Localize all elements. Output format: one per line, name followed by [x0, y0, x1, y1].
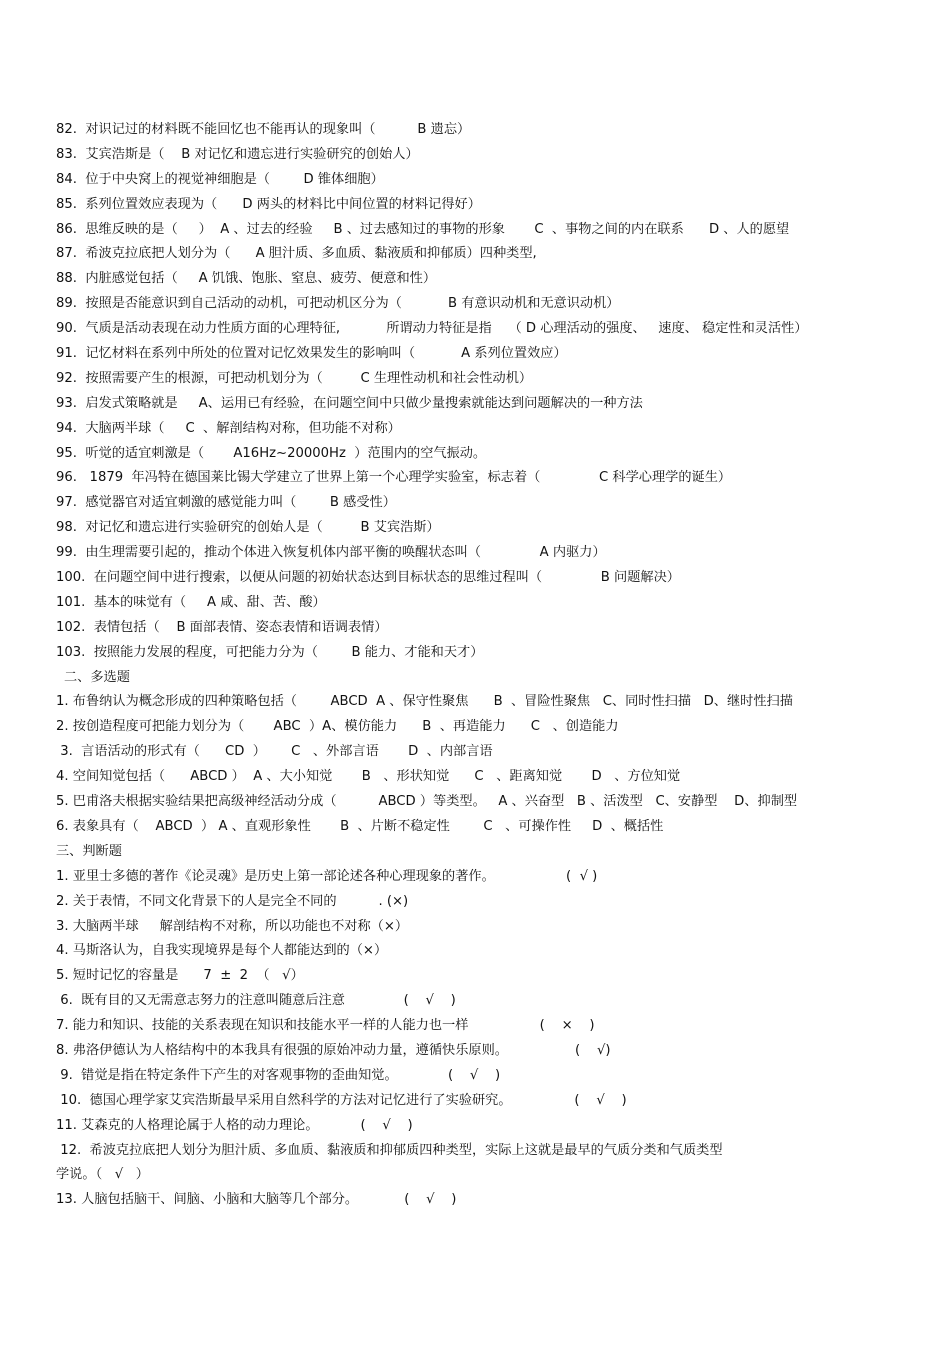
statement-line: 1. 亚里士多德的著作《论灵魂》是历史上第一部论述各种心理现象的著作。 ( √ )	[56, 868, 598, 884]
question-line: 1. 布鲁纳认为概念形成的四种策略包括（ ABCD A 、保守性聚焦 B 、冒险性聚焦 C、同时性扫描 D、继时性扫描	[56, 694, 793, 710]
question-line: 93. 启发式策略就是 A、运用已有经验，在问题空间中只做少量搜索就能达到问题解决的一种方法	[56, 395, 643, 411]
statement-line: 7. 能力和知识、技能的关系表现在知识和技能水平一样的人能力也一样 ( × )	[56, 1018, 595, 1034]
statement-line: 13. 人脑包括脑干、间脑、小脑和大脑等几个部分。 ( √ )	[56, 1192, 457, 1208]
question-line: 2. 按创造程度可把能力划分为（ ABC ）A、模仿能力 B 、再造能力 C 、创造能力	[56, 719, 619, 735]
statement-line: 3. 大脑两半球 解剖结构不对称，所以功能也不对称（×）	[56, 918, 409, 934]
multi-choice-heading: 二、多选题	[64, 669, 130, 685]
statement-line: 11. 艾森克的人格理论属于人格的动力理论。 ( √ )	[56, 1117, 413, 1133]
question-line: 83. 艾宾浩斯是（ B 对记忆和遗忘进行实验研究的创始人）	[56, 146, 419, 162]
question-line: 97. 感觉器官对适宜刺激的感觉能力叫（ B 感受性）	[56, 495, 396, 511]
question-line: 90. 气质是活动表现在动力性质方面的心理特征, 所谓动力特征是指 （ D 心理活动的强度、 速度、 稳定性和灵活性）	[56, 321, 808, 337]
question-line: 5. 巴甫洛夫根据实验结果把高级神经活动分成（ ABCD ）等类型。 A 、兴奋型 B 、活泼型 C、安静型 D、抑制型	[56, 794, 798, 810]
single-choice-section	[56, 118, 916, 666]
statement-line: 10. 德国心理学家艾宾浩斯最早采用自然科学的方法对记忆进行了实验研究。 ( √ )	[56, 1092, 627, 1108]
question-line: 101. 基本的味觉有（ A 咸、甜、苦、酸）	[56, 594, 326, 610]
question-line: 88. 内脏感觉包括（ A 饥饿、饱胀、窒息、疲劳、便意和性）	[56, 271, 437, 287]
statement-line: 9. 错觉是指在特定条件下产生的对客观事物的歪曲知觉。 ( √ )	[56, 1067, 501, 1083]
question-line: 102. 表情包括（ B 面部表情、姿态表情和语调表情）	[56, 619, 388, 635]
statement-line: 12. 希波克拉底把人划分为胆汁质、多血质、黏液质和抑郁质四种类型，实际上这就是最早的气质分类和气质类型	[56, 1142, 723, 1158]
multi-choice-section	[56, 690, 916, 839]
question-line: 84. 位于中央窝上的视觉神细胞是（ D 锥体细胞）	[56, 171, 384, 187]
question-line: 87. 希波克拉底把人划分为（ A 胆汁质、多血质、黏液质和抑郁质）四种类型,	[56, 246, 537, 262]
question-line: 103. 按照能力发展的程度，可把能力分为（ B 能力、才能和天才）	[56, 644, 484, 660]
question-line: 98. 对记忆和遗忘进行实验研究的创始人是（ B 艾宾浩斯）	[56, 520, 440, 536]
question-line: 4. 空间知觉包括（ ABCD ） A 、大小知觉 B 、形状知觉 C 、距离知觉 D 、方位知觉	[56, 769, 681, 785]
question-line: 92. 按照需要产生的根源，可把动机划分为（ C 生理性动机和社会性动机）	[56, 370, 533, 386]
statement-line: 4. 马斯洛认为，自我实现境界是每个人都能达到的（×）	[56, 943, 388, 959]
question-line: 89. 按照是否能意识到自己活动的动机，可把动机区分为（ B 有意识动机和无意识动机）	[56, 296, 620, 312]
statement-line: 2. 关于表情，不同文化背景下的人是完全不同的 . (×)	[56, 893, 409, 909]
question-line: 86. 思维反映的是（ ） A 、过去的经验 B 、过去感知过的事物的形象 C 、事物之间的内在联系 D 、人的愿望	[56, 221, 790, 237]
question-line: 100. 在问题空间中进行搜索，以便从问题的初始状态达到目标状态的思维过程叫（ B 问题解决）	[56, 570, 680, 586]
statement-line: 8. 弗洛伊德认为人格结构中的本我具有很强的原始冲动力量，遵循快乐原则。 ( √)	[56, 1042, 611, 1058]
document-body	[56, 118, 916, 1213]
question-line: 99. 由生理需要引起的，推动个体进入恢复机体内部平衡的唤醒状态叫（ A 内驱力）	[56, 545, 606, 561]
question-line: 91. 记忆材料在系列中所处的位置对记忆效果发生的影响叫（ A 系列位置效应）	[56, 346, 567, 362]
question-line: 95. 听觉的适宜刺激是（ A16Hz~20000Hz ）范围内的空气振动。	[56, 445, 487, 461]
true-false-heading: 三、判断题	[56, 843, 122, 859]
question-line: 3. 言语活动的形式有（ CD ） C 、外部言语 D 、内部言语	[56, 744, 493, 760]
question-line: 6. 表象具有（ ABCD ） A 、直观形象性 B 、片断不稳定性 C 、可操作性 D 、概括性	[56, 818, 664, 834]
statement-line: 学说。（ √ ）	[56, 1167, 149, 1183]
question-line: 82. 对识记过的材料既不能回忆也不能再认的现象叫（ B 遗忘）	[56, 122, 471, 137]
question-line: 96. 1879 年冯特在德国莱比锡大学建立了世界上第一个心理学实验室，标志着（ C 科学心理学的诞生）	[56, 470, 732, 486]
statement-line: 6. 既有目的又无需意志努力的注意叫随意后注意 ( √ )	[56, 993, 456, 1009]
statement-line: 5. 短时记忆的容量是 7 ± 2 （ √）	[56, 968, 304, 984]
question-line: 94. 大脑两半球（ C 、解剖结构对称，但功能不对称）	[56, 420, 401, 436]
true-false-section	[56, 865, 916, 1213]
question-line: 85. 系列位置效应表现为（ D 两头的材料比中间位置的材料记得好）	[56, 196, 481, 212]
